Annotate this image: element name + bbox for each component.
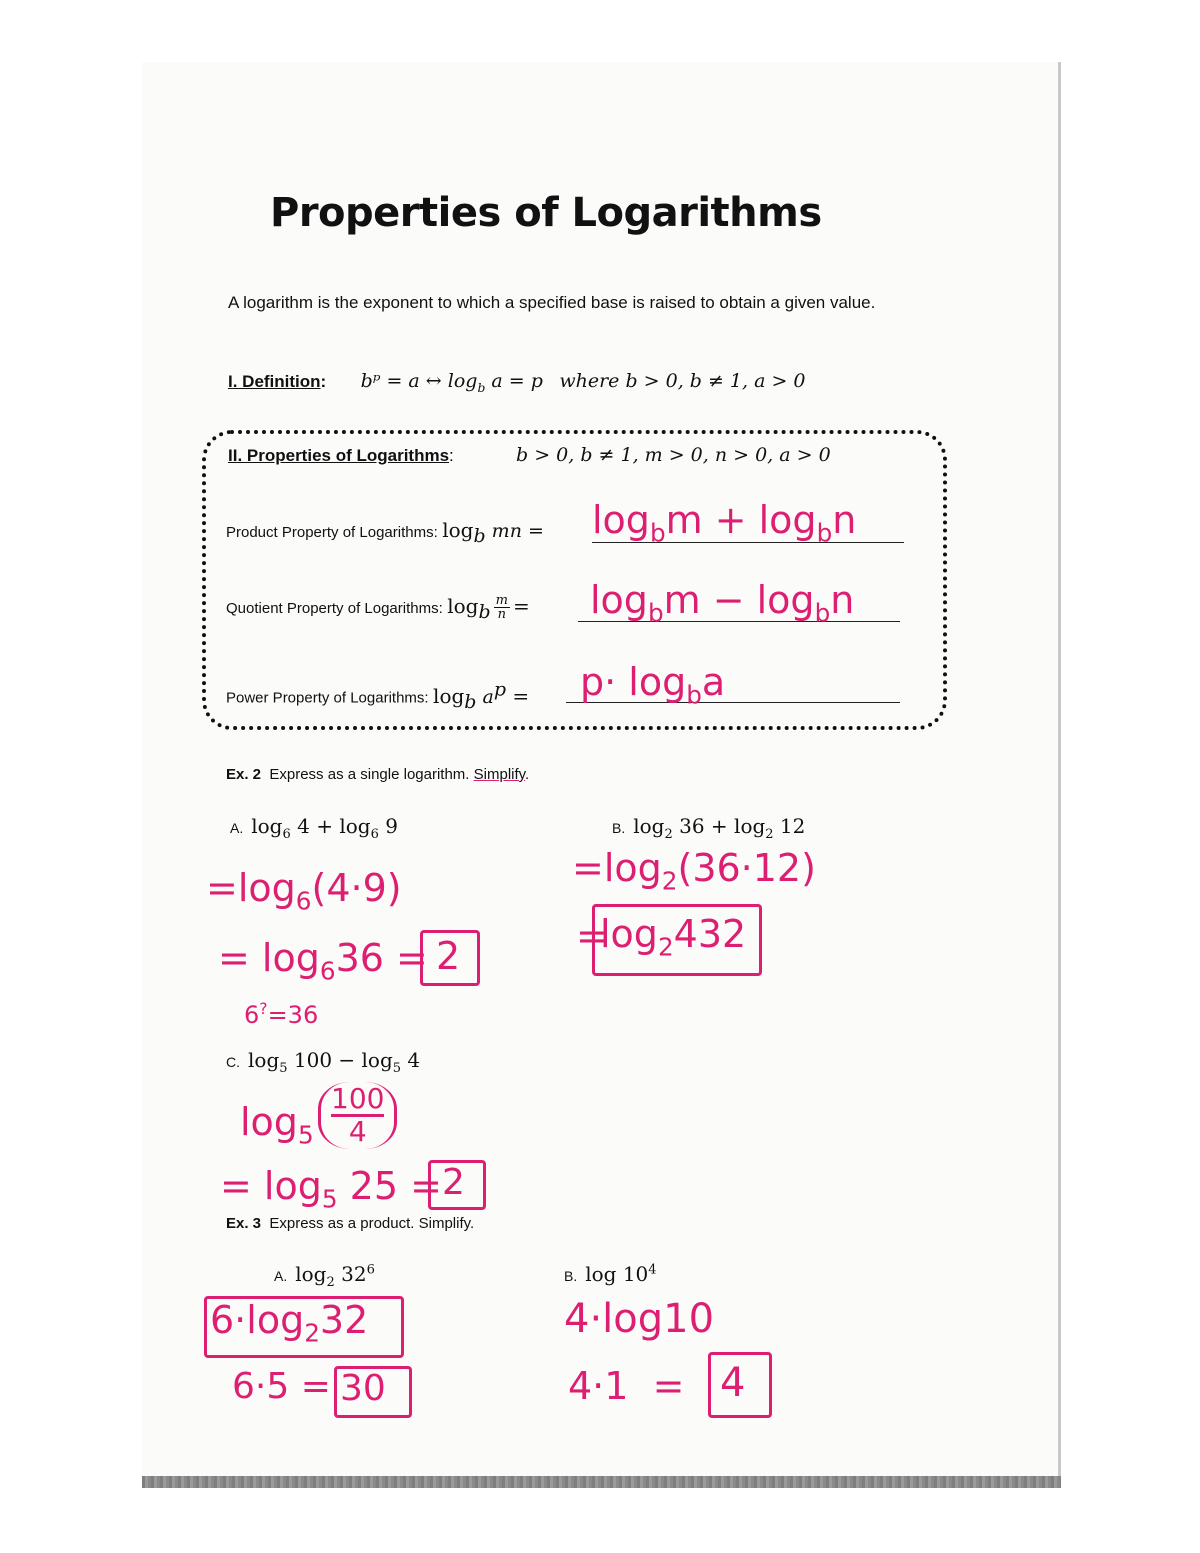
ex2a-problem: A. $\log_6 4 + \log_6 9$ [230,814,398,842]
ex2c-work-step2: = $\log_5 25$ = [220,1164,442,1214]
quotient-label: Quotient Property of Logarithms: [226,600,443,617]
ex3b-work-step1: 4·log10 [564,1296,715,1342]
ex2c-fraction: 100 4 [318,1082,397,1149]
ex3-heading: Ex. 3 Express as a product. Simplify. [226,1215,475,1232]
product-lhs: $\log_b$ mn = [442,518,544,547]
ex2a-work-step1: $=\log_6(4\cdot 9)$ [206,866,402,916]
ex2b-problem: B. $\log_2 36 + \log_2 12$ [612,814,806,842]
power-label: Power Property of Logarithms: [226,689,429,707]
ex2-heading: Ex. 2 Express as a single logarithm. Simplify. [226,766,530,783]
properties-colon: : [449,446,454,465]
page-edge [142,1476,1061,1488]
product-label: Product Property of Logarithms: [226,524,438,541]
ex3a-problem: A. $\log_2 32^6$ [274,1262,375,1290]
definition-conditions: where b > 0, b ≠ 1, a > 0 [559,370,806,392]
power-answer: $p\cdot \log_ba$ [580,660,726,710]
quotient-property [226,594,530,623]
power-lhs: $\log_b a^p$ = [433,678,530,713]
ex3b-work-step2: 4·1 = [568,1364,685,1408]
properties-heading [228,446,454,466]
quotient-answer: $\log_bm - \log_bn$ [590,578,855,628]
ex2a-check: 6?=36 [244,1000,319,1029]
ex2a-answer: 2 [436,934,461,978]
page-title: Properties of Logarithms [270,190,822,236]
ex3a-work-step1: $6\cdot\log_232$ [210,1298,369,1348]
ex2b-answer: $\log_2432$ [600,912,747,962]
definition-label: I. Definition [228,372,321,391]
intro-text: A logarithm is the exponent to which a specified base is raised to obtain a given value. [228,293,876,312]
properties-conditions: b > 0, b ≠ 1, m > 0, n > 0, a > 0 [516,444,831,466]
ex2c-problem: C. $\log_5 100 - \log_5 4$ [226,1048,421,1076]
definition-colon: : [320,372,327,391]
quotient-lhs: $\log_b$ $\frac{m}{n}$ = [447,593,530,623]
ex3b-problem: B. $\log 10^4$ [564,1262,657,1286]
product-property [226,518,544,547]
definition-row [228,370,806,395]
ex3a-answer: 30 [340,1368,386,1409]
ex2a-work-step2: = $\log_636$ = [218,936,428,986]
properties-label: II. Properties of Logarithms [228,446,450,465]
ex2c-work-step1: $\log_5$ [240,1100,314,1150]
ex2b-work-step1: $=\log_2(36\cdot 12)$ [572,846,816,896]
ex2b-work-eq: = [576,914,608,958]
definition-formula: bᵖ = a ↔ $\log_b a = p$ [360,370,543,395]
power-property [226,678,529,713]
ex3a-work-step2: 6·5 = [232,1366,331,1407]
ex2c-answer: 2 [442,1162,465,1203]
product-answer: $\log_bm + \log_bn$ [592,498,857,548]
ex3b-answer: 4 [720,1360,746,1406]
